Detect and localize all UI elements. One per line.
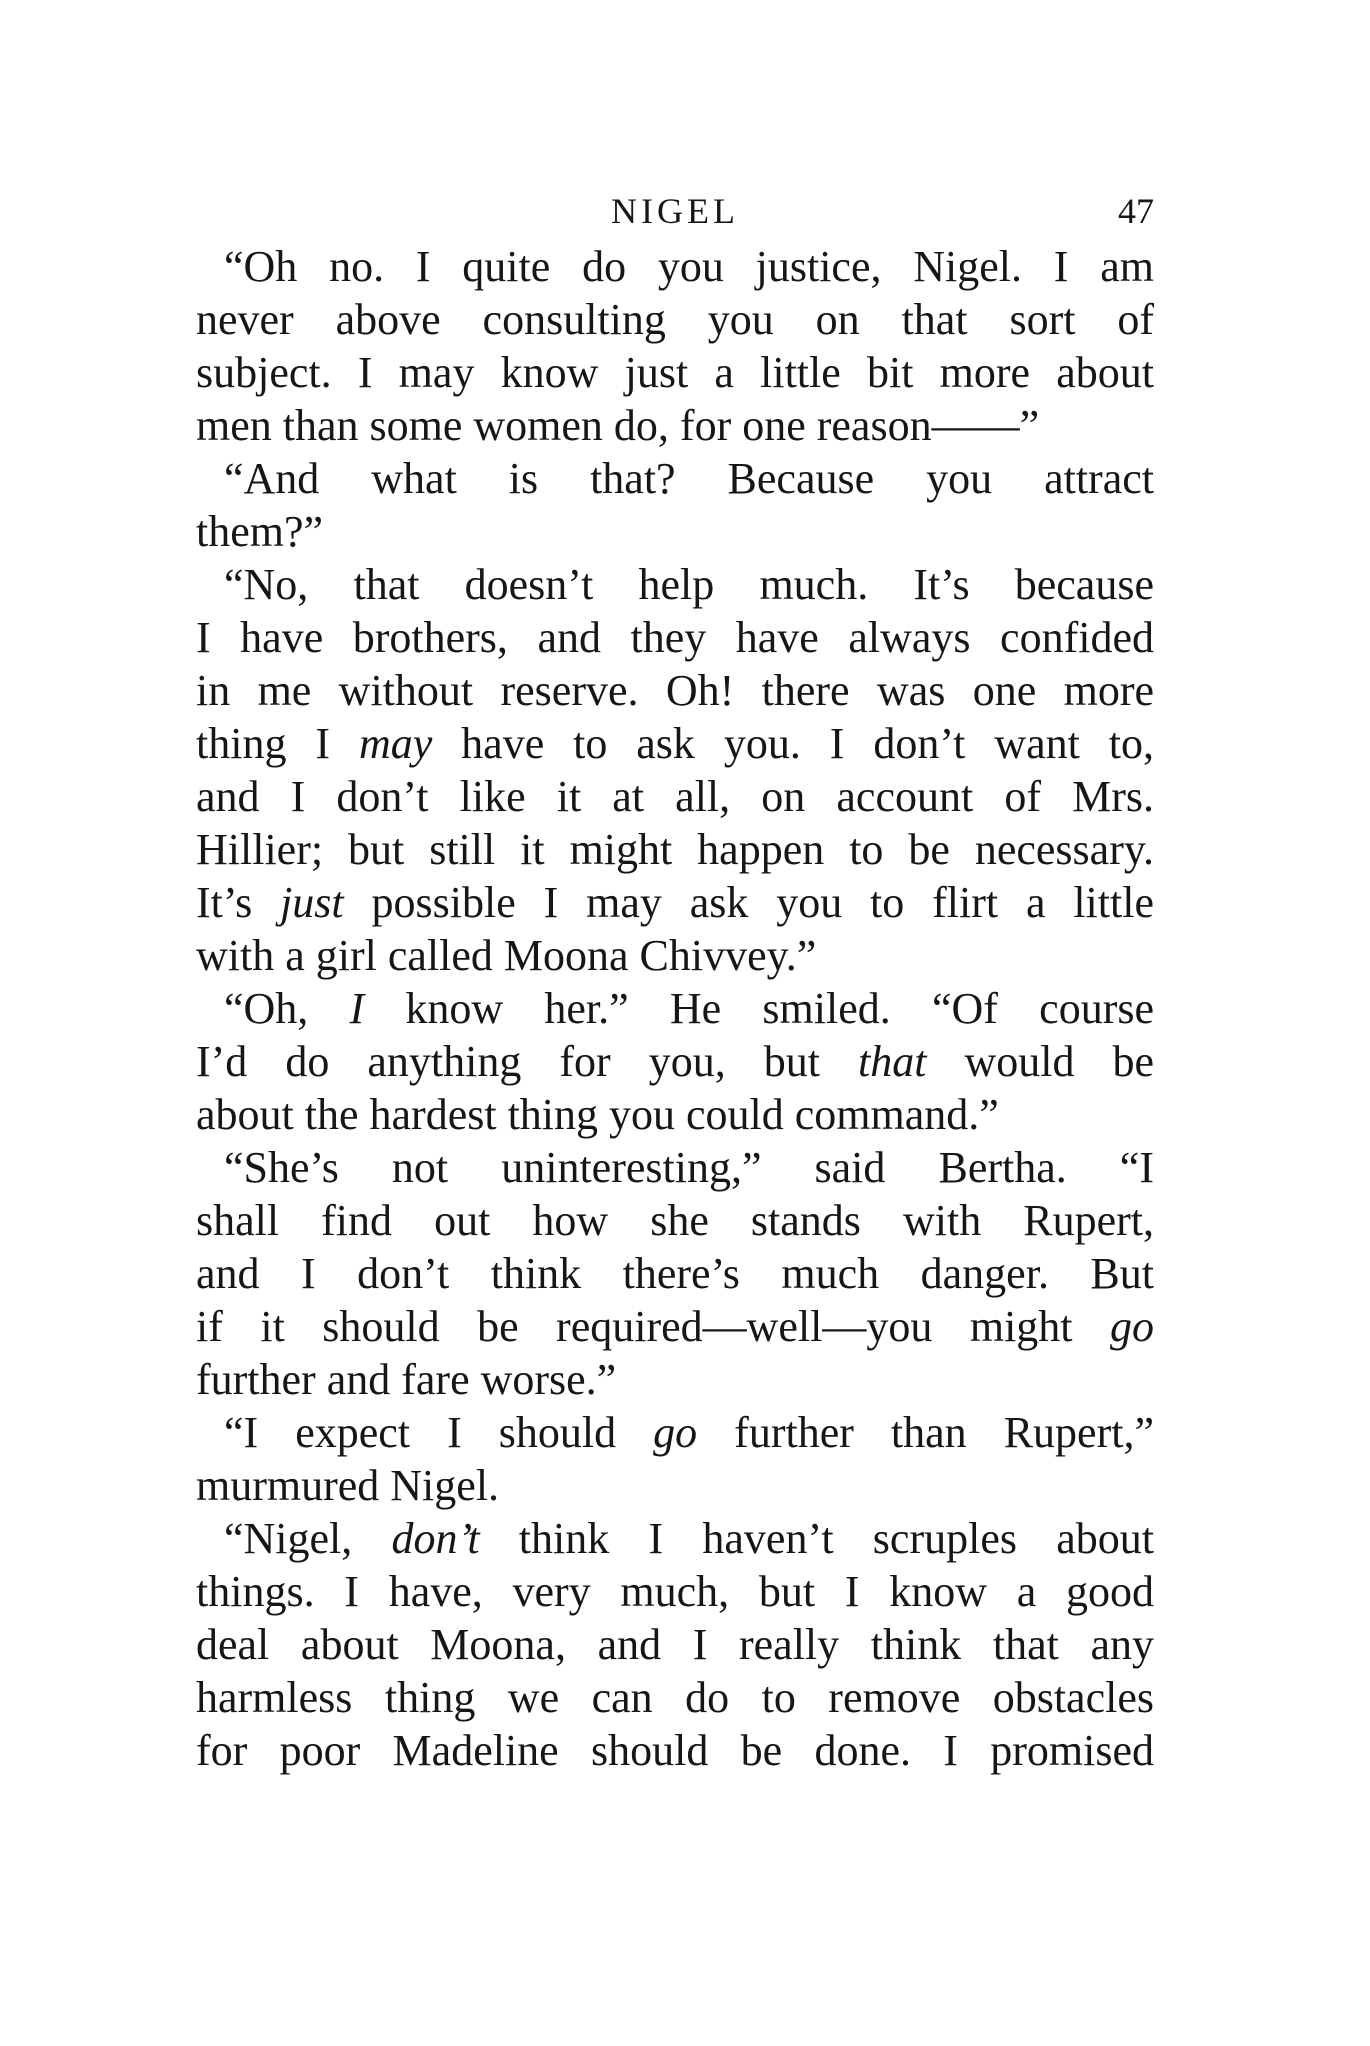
text-run: “Nigel, — [224, 1514, 392, 1563]
text-line: them?” — [196, 507, 324, 556]
text-line: things. I have, very much, but I know a good — [196, 1567, 1154, 1616]
text-line: Hillier; but still it might happen to be necessary. — [196, 825, 1154, 874]
text-line: and I don’t like it at all, on account of Mrs. — [196, 772, 1154, 821]
text-line: and I don’t think there’s much danger. But — [196, 1249, 1154, 1298]
text-line — [196, 1406, 1154, 1459]
text-run: thing I — [196, 719, 359, 768]
text-line — [196, 1512, 1154, 1565]
text-run: if it should be required—well—you might — [196, 1302, 1110, 1351]
text-line: “And what is that? Because you attract — [224, 454, 1154, 503]
italic-run: that — [857, 1037, 927, 1086]
text-line — [196, 982, 1154, 1035]
text-run: It’s — [196, 878, 281, 927]
text-line: “She’s not uninteresting,” said Bertha. “I — [224, 1143, 1154, 1192]
text-line: harmless thing we can do to remove obstacles — [196, 1673, 1154, 1722]
text-line — [196, 876, 1154, 929]
text-run: further than Rupert,” — [697, 1408, 1154, 1457]
text-run: think I haven’t scruples about — [479, 1514, 1154, 1563]
italic-run: go — [1110, 1302, 1154, 1351]
text-run: would be — [926, 1037, 1154, 1086]
text-line: deal about Moona, and I really think that any — [196, 1620, 1154, 1669]
italic-run: go — [653, 1408, 698, 1457]
text-run: have to ask you. I don’t want to, — [432, 719, 1154, 768]
text-run: I’d do anything for you, but — [196, 1037, 858, 1086]
text-line: further and fare worse.” — [196, 1355, 617, 1404]
running-head — [196, 182, 1154, 242]
text-line: in me without reserve. Oh! there was one more — [196, 666, 1154, 715]
text-line: shall find out how she stands with Rupert, — [196, 1196, 1154, 1245]
text-run: “Oh, — [224, 984, 350, 1033]
text-line: “Oh no. I quite do you justice, Nigel. I am — [224, 242, 1154, 291]
running-title: NIGEL — [611, 191, 739, 231]
text-line: men than some women do, for one reason——” — [196, 401, 1040, 450]
italic-run: may — [358, 719, 433, 768]
text-line — [196, 1035, 1154, 1088]
text-line — [196, 1300, 1154, 1353]
text-line: “No, that doesn’t help much. It’s because — [224, 560, 1154, 609]
italic-run: I — [349, 984, 365, 1033]
text-line: with a girl called Moona Chivvey.” — [196, 931, 817, 980]
italic-run: just — [280, 878, 344, 927]
text-line: about the hardest thing you could command.” — [196, 1090, 999, 1139]
italic-run: don’t — [391, 1514, 480, 1563]
text-line — [196, 717, 1154, 770]
text-line: murmured Nigel. — [196, 1461, 500, 1510]
text-line: I have brothers, and they have always confided — [196, 613, 1154, 662]
text-line: subject. I may know just a little bit more about — [196, 348, 1154, 397]
body-text — [196, 240, 1154, 1777]
page-number: 47 — [1118, 191, 1154, 231]
text-line: for poor Madeline should be done. I promised — [196, 1726, 1154, 1775]
text-run: know her.” He smiled. “Of course — [364, 984, 1154, 1033]
text-line: never above consulting you on that sort of — [196, 295, 1154, 344]
text-run: possible I may ask you to flirt a little — [343, 878, 1154, 927]
text-run: “I expect I should — [224, 1408, 654, 1457]
